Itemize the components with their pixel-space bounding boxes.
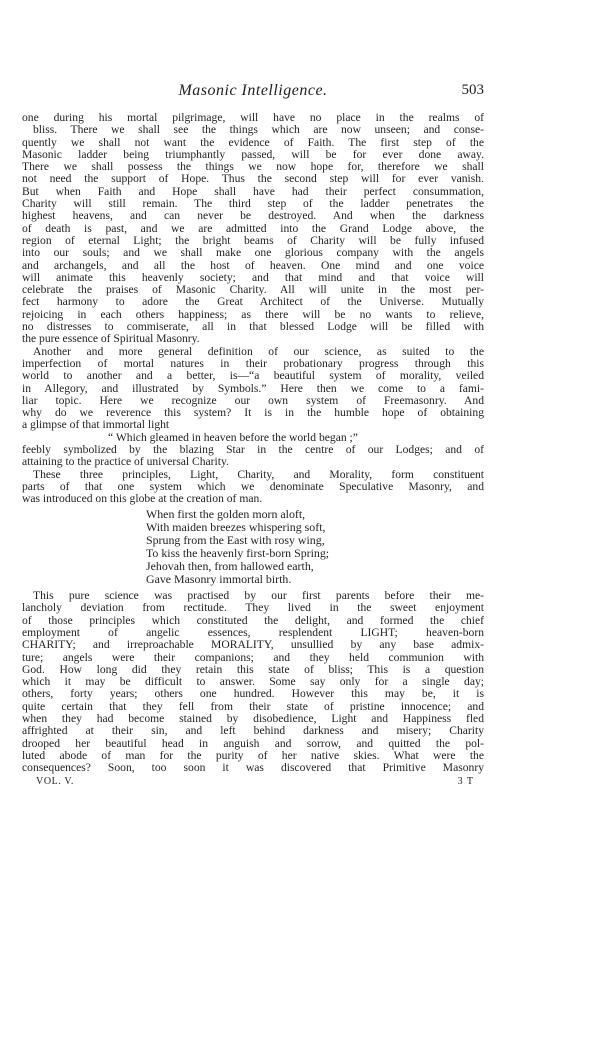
text-line: world to another and a better, is—“a beautiful system of morality, veiled [22, 369, 484, 383]
text-line: was introduced on this globe at the creation of man. [22, 492, 263, 506]
text-line: of death is past, and we are admitted into the Grand Lodge above, the [22, 221, 484, 235]
text-line: will animate this heavenly society; and that mind and that voice will [22, 270, 484, 284]
text-line: There we shall possess the things we now hope for, therefore we shall [22, 160, 484, 174]
running-head [22, 82, 484, 106]
text-line: lancholy deviation from rectitude. They lived in the sweet enjoyment [22, 601, 484, 615]
text-line: employment of angelic essences, resplendent LIGHT; heaven-born [22, 625, 484, 639]
text-line: and archangels, and all the host of heaven. One mind and one voice [22, 258, 484, 272]
running-title: Masonic Intelligence. [178, 82, 328, 99]
text-line: celebrate the praises of Masonic Charity. All will unite in the most per- [22, 283, 484, 297]
text-line: region of eternal Light; the bright beams of Charity will be fully infused [22, 233, 484, 247]
text-line: liar topic. Here we recognize our own system of Freemasonry. And [22, 393, 484, 407]
text-line: of those principles which constituted the delight, and formed the chief [22, 613, 484, 627]
page-footer [22, 776, 484, 790]
text-line: a glimpse of that immortal light [22, 418, 170, 432]
text-line: consequences? Soon, too soon it was discovered that Primitive Masonry [22, 761, 484, 775]
verse-line: Sprung from the East with rosy wing, [146, 532, 325, 547]
paragraph-4 [22, 590, 484, 774]
text-line: not need the support of Hope. Thus the second step will for ever vanish. [22, 172, 484, 186]
text-line: affrighted at their sin, and left behind darkness and misery; Charity [22, 724, 484, 738]
text-line: drooped her beautiful head in anguish and sorrow, and quitted the pol- [22, 736, 484, 750]
verse-line: To kiss the heavenly first-born Spring; [146, 545, 330, 560]
text-line: into our souls; and we shall make one glorious company with the angels [22, 246, 484, 260]
text-line: But when Faith and Hope shall have had their perfect consummation, [22, 184, 484, 198]
text-line: bliss. There we shall see the things which are now unseen; and conse- [33, 123, 484, 137]
text-line: which it may be difficult to answer. Some say only for a single day; [22, 675, 484, 689]
text-line: parts of that one system which we denominate Speculative Masonry, and [22, 479, 484, 493]
paragraph-1 [22, 112, 484, 346]
page-number: 503 [461, 82, 484, 98]
text-line: Charity will still remain. The third step of the ladder penetrates the [22, 197, 484, 211]
text-line: God. How long did they retain this state of bliss; This is a question [22, 662, 484, 676]
text-line: CHARITY; and irreproachable MORALITY, unsullied by any base admix- [22, 638, 484, 652]
text-line: feebly symbolized by the blazing Star in the centre of our Lodges; and of [22, 443, 484, 457]
quoted-line: “ Which gleamed in heaven before the world began ;” [108, 430, 358, 444]
text-line: These three principles, Light, Charity, and Morality, form constituent [33, 467, 484, 481]
text-line: one during his mortal pilgrimage, will have no place in the realms of [22, 111, 484, 124]
paragraph-3 [22, 469, 484, 506]
volume-mark: VOL. V. [36, 775, 75, 787]
text-line: ture; angels were their companions; and they held communion with [22, 650, 484, 664]
text-line: why do we reverence this system? It is in the humble hope of obtaining [22, 406, 484, 420]
text-line: in Allegory, and illustrated by Symbols.” Here then we come to a fami- [22, 381, 484, 395]
paragraph-2 [22, 346, 484, 469]
text-line: when they had become stained by disobedience, Light and Happiness fled [22, 712, 484, 726]
verse-line: With maiden breezes whispering soft, [146, 519, 326, 534]
text-line: Another and more general definition of our science, as suited to the [33, 344, 484, 358]
text-line: highest heavens, and can never be destroyed. And when the darkness [22, 209, 484, 223]
text-line: quite certain that they fell from their state of pristine innocence; and [22, 699, 484, 713]
verse-line: Jehovah then, from hallowed earth, [146, 558, 314, 573]
text-line: This pure science was practised by our first parents before their me- [33, 589, 484, 603]
text-line: fect harmony to adore the Great Architect of the Universe. Mutually [22, 295, 484, 309]
text-line: rejoicing in each others happiness; as there will be no wants to relieve, [22, 307, 484, 321]
verse-line: Gave Masonry immortal birth. [146, 571, 292, 586]
text-line: no distresses to commiserate, all in that blessed Lodge will be filled with [22, 320, 484, 334]
text-line: luted abode of man for the purity of her native skies. What were the [22, 748, 484, 762]
signature-mark: 3 T [457, 775, 474, 787]
book-page [22, 82, 484, 790]
text-line: attaining to the practice of universal Charity. [22, 455, 229, 469]
text-line: others, forty years; others one hundred. However this may be, it is [22, 687, 484, 701]
text-line: the pure essence of Spiritual Masonry. [22, 332, 200, 346]
verse-stanza [22, 508, 484, 587]
verse-line: When first the golden morn aloft, [146, 506, 306, 521]
text-line: imperfection of mortal natures in their probationary progress through this [22, 356, 484, 370]
text-line: Masonic ladder being triumphantly passed, will be for ever done away. [22, 147, 484, 161]
text-line: quently we shall not want the evidence of Faith. The first step of the [22, 135, 484, 149]
